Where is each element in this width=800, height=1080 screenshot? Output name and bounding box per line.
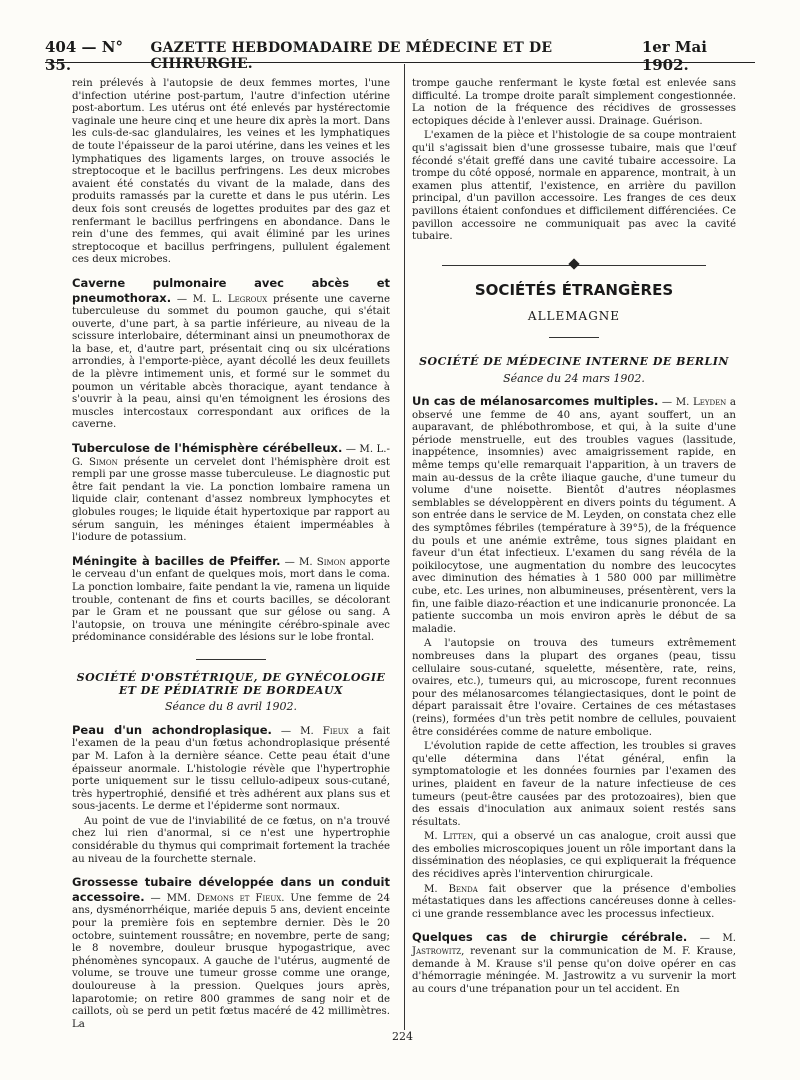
article-text-continued: Au point de vue de l'inviabilité de ce fœtus, on n'a trouvé chez lui rien d'anormal, si ce n'est une hypertrophie considérable du thymus qui comprimait fortement la trachée au niveau de la fourchette sternale. <box>72 815 390 865</box>
article-title: Grossesse tubaire développée dans un conduit accessoire. <box>72 875 390 904</box>
session-date: Séance du 24 mars 1902. <box>503 371 645 385</box>
country-heading: ALLEMAGNE <box>527 309 621 324</box>
article-text-continued: L'évolution rapide de cette affection, les troubles si graves qu'elle détermina dans l'état général, enfin la symptomatologie et les données fournies par l'examen des urines, plaident en faveur de la nature infectieuse de ces tumeurs (peut-être causées par des protozoaires), bien que des essais d'inoculation aux animaux soient restés sans résultats. <box>412 741 736 828</box>
discussion-litten <box>412 831 736 881</box>
discussant-name: M. Litten, <box>424 831 477 843</box>
ornamental-rule <box>412 258 736 272</box>
section-title: SOCIÉTÉS ÉTRANGÈRES <box>474 280 674 299</box>
article-author: M. Jastrowitz, <box>412 933 737 958</box>
article-chirurgie-cerebrale: Quelques cas de chirurgie cérébrale. — M. Jastrowitz, revenant sur la communication de M. F. Krause, demande à M. Krause s'il pense qu'on doive opérer en cas d'hémorragie méningée. M. Jastrowitz a vu survenir la mort au cours d'une trépanation pour un tel accident. En <box>412 930 737 995</box>
article-tuberculose-cerebelleux: Tuberculose de l'hémisphère cérébelleux. — M. L.-G. Simon présente un cervelet dont l'hémisphère droit est rempli par une grosse masse tuberculeuse. Le diagnostic put être fait pendant la vie. La ponction lombaire ramena un liquide clair, contenant d'assez nombreux lymphocytes et globules rouges; le liquide était hypertoxique par rapport au sérum sanguin, les méninges étaient imperméables à l'iodure de potassium. <box>72 441 390 544</box>
right-column <box>412 78 736 998</box>
article-title: Un cas de mélanosarcomes multiples. <box>412 394 659 409</box>
society-heading: SOCIÉTÉ DE MÉDECINE INTERNE DE BERLIN <box>419 354 729 368</box>
session-date: Séance du 8 avril 1902. <box>164 700 298 714</box>
diamond-icon <box>568 258 579 269</box>
article-title: Méningite à bacilles de Pfeiffer. <box>72 553 281 568</box>
article-author: M. Fieux <box>300 725 349 737</box>
article-author: M. L.-G. Simon <box>72 444 390 468</box>
discussion-text: fait observer que la présence d'embolies métastatiques dans les affections cancéreuses donne à celles-ci une grande ressemblance avec les processus infectieux. <box>412 883 736 920</box>
folio-number: 224 <box>392 1030 413 1043</box>
article-author: M. Simon <box>298 556 346 568</box>
article-author: M. Leyden <box>675 397 727 409</box>
intro-paragraph: rein prélevés à l'autopsie de deux femmes mortes, l'une d'infection utérine post-partum, l'autre d'infection utérine post-abortum. Les utérus ont été enlevés par hystérectomie vaginale une heure cinq et une heure dix après la mort. Dans les culs-de-sac glandulaires, les veines et les lymphatiques de toute l'épaisseur de la paroi utérine, dans les veines et les lymphatiques des ligaments larges, on trouve associés le streptocoque et le bacillus perfringens. Les deux microbes avaient été constatés du vivant de la malade, dans des produits ramassés par la curette et dans le pus utérin. Les deux fois sont creusés de logettes produites par des gaz et renfermant le bacillus perfringens en abondance. Dans le rein d'une des femmes, qui avait éliminé par les urines streptocoque et bacillus perfringens, pullulent également ces deux microbes. <box>72 78 390 266</box>
column-rule <box>404 64 405 1030</box>
article-author: MM. Demons et Fieux. <box>166 892 285 904</box>
society-heading: SOCIÉTÉ D'OBSTÉTRIQUE, DE GYNÉCOLOGIE ET DE PÉDIATRIE DE BORDEAUX <box>76 670 386 697</box>
article-meningite-pfeiffer: Méningite à bacilles de Pfeiffer. — M. Simon apporte le cerveau d'un enfant de quelques mois, mort dans le coma. La ponction lombaire, faite pendant la vie, ramena un liquide trouble, contenant de fins et courts bacilles, se décolorant par le Gram et ne poussant que sur gélose ou sang. A l'autopsie, on trouva une méningite cérébro-spinale avec prédominance considérable des lésions sur le lobe frontal. <box>72 553 390 644</box>
article-title: Quelques cas de chirurgie cérébrale. <box>412 930 688 945</box>
article-melanosarcomes: Un cas de mélanosarcomes multiples. — M. Leyden a observé une femme de 40 ans, ayant souffert, un an auparavant, de phlébothrombose, et qui, à la suite d'une période menstruelle, eut des troubles vagues (lassitude, inappétence, insomnies) avec amaigrissement rapide, en même temps qu'elle remarquait l'apparition, à un travers de main au-dessus de la crête iliaque gauche, d'une tumeur du volume d'une noisette. Bientôt d'autres néoplasmes semblables se développèrent en divers points du tégument. A son entrée dans le service de M. Leyden, on constata chez elle des symptômes fébriles (température à 39°5), de la fréquence du pouls et une anémie extrême, tous signes plaidant en faveur d'un état infectieux. L'examen du sang révéla de la poikilocytose, une augmentation du nombre des leucocytes avec diminution des hématies à 1 580 000 par millimètre cube, etc. Les urines, non albumineuses, présentèrent, vers la fin, une faible diazo-réaction et une indicanurie prononcée. La patiente succomba un mois environ après le début de sa maladie. <box>412 394 736 635</box>
journal-title: GAZETTE HEBDOMADAIRE DE MÉDECINE ET DE CHIRURGIE. <box>150 40 553 72</box>
discussion-benda <box>412 884 736 922</box>
article-title: Tuberculose de l'hémisphère cérébelleux. <box>72 441 343 456</box>
article-text-continued: A l'autopsie on trouva des tumeurs extrêmement nombreuses dans la plupart des organes (peau, tissu cellulaire sous-cutané, squelette, mésentère, rate, reins, ovaires, etc.), tumeurs qui, au microscope, furent reconnues pour des mélanosarcomes télangiectasiques, dont le point de départ paraissait être l'ovaire. Certaines de ces métastases (reins), formées d'un très petit nombre de cellules, pouvaient être considérées comme de nature embolique. <box>412 638 736 738</box>
header-rule <box>45 62 755 63</box>
article-caverne-pulmonaire: Caverne pulmonaire avec abcès et pneumothorax. — M. L. Legroux présente une caverne tuberculeuse du sommet du poumon gauche, qui s'était ouverte, d'une part, à sa partie inférieure, au niveau de la scissure interlobaire, déterminant ainsi un pneumothorax de la base, et, d'autre part, présentait cinq ou six ulcérations arrondies, à l'emporte-pièce, ayant décollé les deux feuillets de la plèvre intimement unis, et formé sur le sommet du poumon un véritable abcès thoracique, ayant tendance à s'ouvrir à la peau, ainsi qu'en témoignent les érosions des muscles intercostaux correspondant aux orifices de la caverne. <box>72 275 390 431</box>
article-text: présente un cervelet dont l'hémisphère droit est rempli par une grosse masse tuberculeuse. Le diagnostic put être fait pendant la vie. La ponction lombaire ramena un liquide clair, contenant d'assez nombreux lymphocytes et globules rouges; le liquide était hypertoxique par rapport au sérum sanguin, les méninges étaient imperméables à l'iodure de potassium. <box>72 456 390 544</box>
article-text: présente une caverne tuberculeuse du sommet du poumon gauche, qui s'était ouverte, d'une part, à sa partie inférieure, au niveau de la scissure interlobaire, déterminant ainsi un pneumothorax de la base, et, d'autre part, présentait cinq ou six ulcérations arrondies, à l'emporte-pièce, ayant décollé les deux feuillets de la plèvre intimement unis, et formé sur le sommet du poumon un véritable abcès thoracique, ayant tendance à s'ouvrir à la peau, ainsi qu'en témoignent les érosions des muscles intercostaux correspondant aux orifices de la caverne. <box>72 293 390 431</box>
article-author: M. L. Legroux <box>192 293 268 305</box>
discussant-name: M. Benda <box>424 883 478 895</box>
article-grossesse-tubaire: Grossesse tubaire développée dans un conduit accessoire. — MM. Demons et Fieux. Une femme de 24 ans, dysménorrhéique, mariée depuis 5 ans, devient enceinte pour la première fois en septembre dernier. Dès le 20 octobre, suintement roussâtre; en novembre, perte de sang; le 8 novembre, douleur brusque hypogastrique, avec phénomènes syncopaux. A gauche de l'utérus, augmenté de volume, se trouve une tumeur grosse comme une orange, douloureuse à la pression. Quelques jours après, laparotomie; on retire 800 grammes de sang noir et de caillots, où se perd un petit fœtus macéré de 42 millimètres. La <box>72 875 391 1030</box>
country-rule <box>549 337 599 338</box>
article-title: Peau d'un achondroplasique. <box>72 722 272 737</box>
discussion-text: qui a observé un cas analogue, croit aussi que des embolies microscopiques jouent un rôle important dans la dissémination des néoplasies, ce qui expliquerait la fréquence des récidives après l'intervention chirurgicale. <box>412 831 736 881</box>
article-text: Une femme de 24 ans, dysménorrhéique, mariée depuis 5 ans, devient enceinte pour la première fois en septembre dernier. Dès le 20 octobre, suintement roussâtre; en novembre, perte de sang; le 8 novembre, douleur brusque hypogastrique, avec phénomènes syncopaux. A gauche de l'utérus, augmenté de volume, se trouve une tumeur grosse comme une orange, douloureuse à la pression. Quelques jours après, laparotomie; on retire 800 grammes de sang noir et de caillots, où se perd un petit fœtus macéré de 42 millimètres. La <box>72 892 391 1030</box>
issue-date: 1er Mai 1902. <box>641 38 707 74</box>
continued-paragraph: trompe gauche renfermant le kyste fœtal est enlevée sans difficulté. La trompe droite paraît simplement congestionnée. La notion de la fréquence des récidives de grossesses ectopiques décide à l'enlever aussi. Drainage. Guérison. <box>412 78 736 127</box>
article-text: a observé une femme de 40 ans, ayant souffert, un an auparavant, de phlébothrombose, et qui, à la suite d'une période menstruelle, eut des troubles vagues (lassitude, inappétence, insomnies) avec amaigrissement rapide, en même temps qu'elle remarquait l'apparition, à un travers de main au-dessus de la crête iliaque gauche, d'une tumeur du volume d'une noisette. Bientôt d'autres néoplasmes semblables se développèrent en divers points du tégument. A son entrée dans le service de M. Leyden, on constata chez elle des symptômes fébriles (température à 39°5), de la fréquence du pouls et une anémie extrême, tous signes plaidant en faveur d'un état infectieux. L'examen du sang révéla de la poikilocytose, une augmentation du nombre des leucocytes avec diminution des hématies à 1 580 000 par millimètre cube, etc. Les urines, non albumineuses, présentèrent, vers la fin, une faible diazo-réaction et une indicanurie prononcée. La patiente succomba un mois environ après le début de sa maladie. <box>412 397 736 635</box>
left-column <box>72 78 390 1033</box>
page-number: 404 — N° 35. <box>45 38 123 74</box>
section-separator <box>196 659 266 660</box>
article-text: revenant sur la communication de M. F. Krause, demande à M. Krause s'il pense qu'on doive opérer en cas d'hémorragie méningée. M. Jastrowitz a vu survenir la mort au cours d'une trépanation pour un tel accident. En <box>412 946 736 995</box>
article-title: Caverne pulmonaire avec abcès et pneumothorax. <box>72 275 390 305</box>
article-text: apporte le cerveau d'un enfant de quelques mois, mort dans le coma. La ponction lombaire, faite pendant la vie, ramena un liquide trouble, contenant de fins et courts bacilles, se décolorant par le Gram et ne poussant que sur gélose ou sang. A l'autopsie, on trouva une méningite cérébro-spinale avec prédominance considérable des lésions sur le lobe frontal. <box>72 556 390 644</box>
article-achondroplasique: Peau d'un achondroplasique. — M. Fieux a fait l'examen de la peau d'un fœtus achondroplasique présenté par M. Lafon à la dernière séance. Cette peau était d'une épaisseur anormale. L'histologie révèle que l'hypertrophie porte uniquement sur le tissu cellulo-adipeux sous-cutané, très hypertrophié, densifié et très adhérent aux plans sus et sous-jacents. Le derme et l'épiderme sont normaux. <box>72 722 390 813</box>
running-header <box>45 38 755 74</box>
continued-paragraph-2: L'examen de la pièce et l'histologie de sa coupe montraient qu'il s'agissait bien d'une grossesse tubaire, mais que l'œuf fécondé s'était greffé dans une cavité tubaire accessoire. La trompe du côté opposé, normale en apparence, montrait, à un examen plus attentif, l'existence, en arrière du pavillon principal, d'un pavillon accessoire. Les franges de ces deux pavillons étaient confondues et difficilement différenciées. Ce pavillon accessoire ne communiquait pas avec la cavité tubaire. <box>412 130 736 243</box>
article-text: a fait l'examen de la peau d'un fœtus achondroplasique présenté par M. Lafon à la dernière séance. Cette peau était d'une épaisseur anormale. L'histologie révèle que l'hypertrophie porte uniquement sur le tissu cellulo-adipeux sous-cutané, très hypertrophié, densifié et très adhérent aux plans sus et sous-jacents. Le derme et l'épiderme sont normaux. <box>72 725 390 813</box>
